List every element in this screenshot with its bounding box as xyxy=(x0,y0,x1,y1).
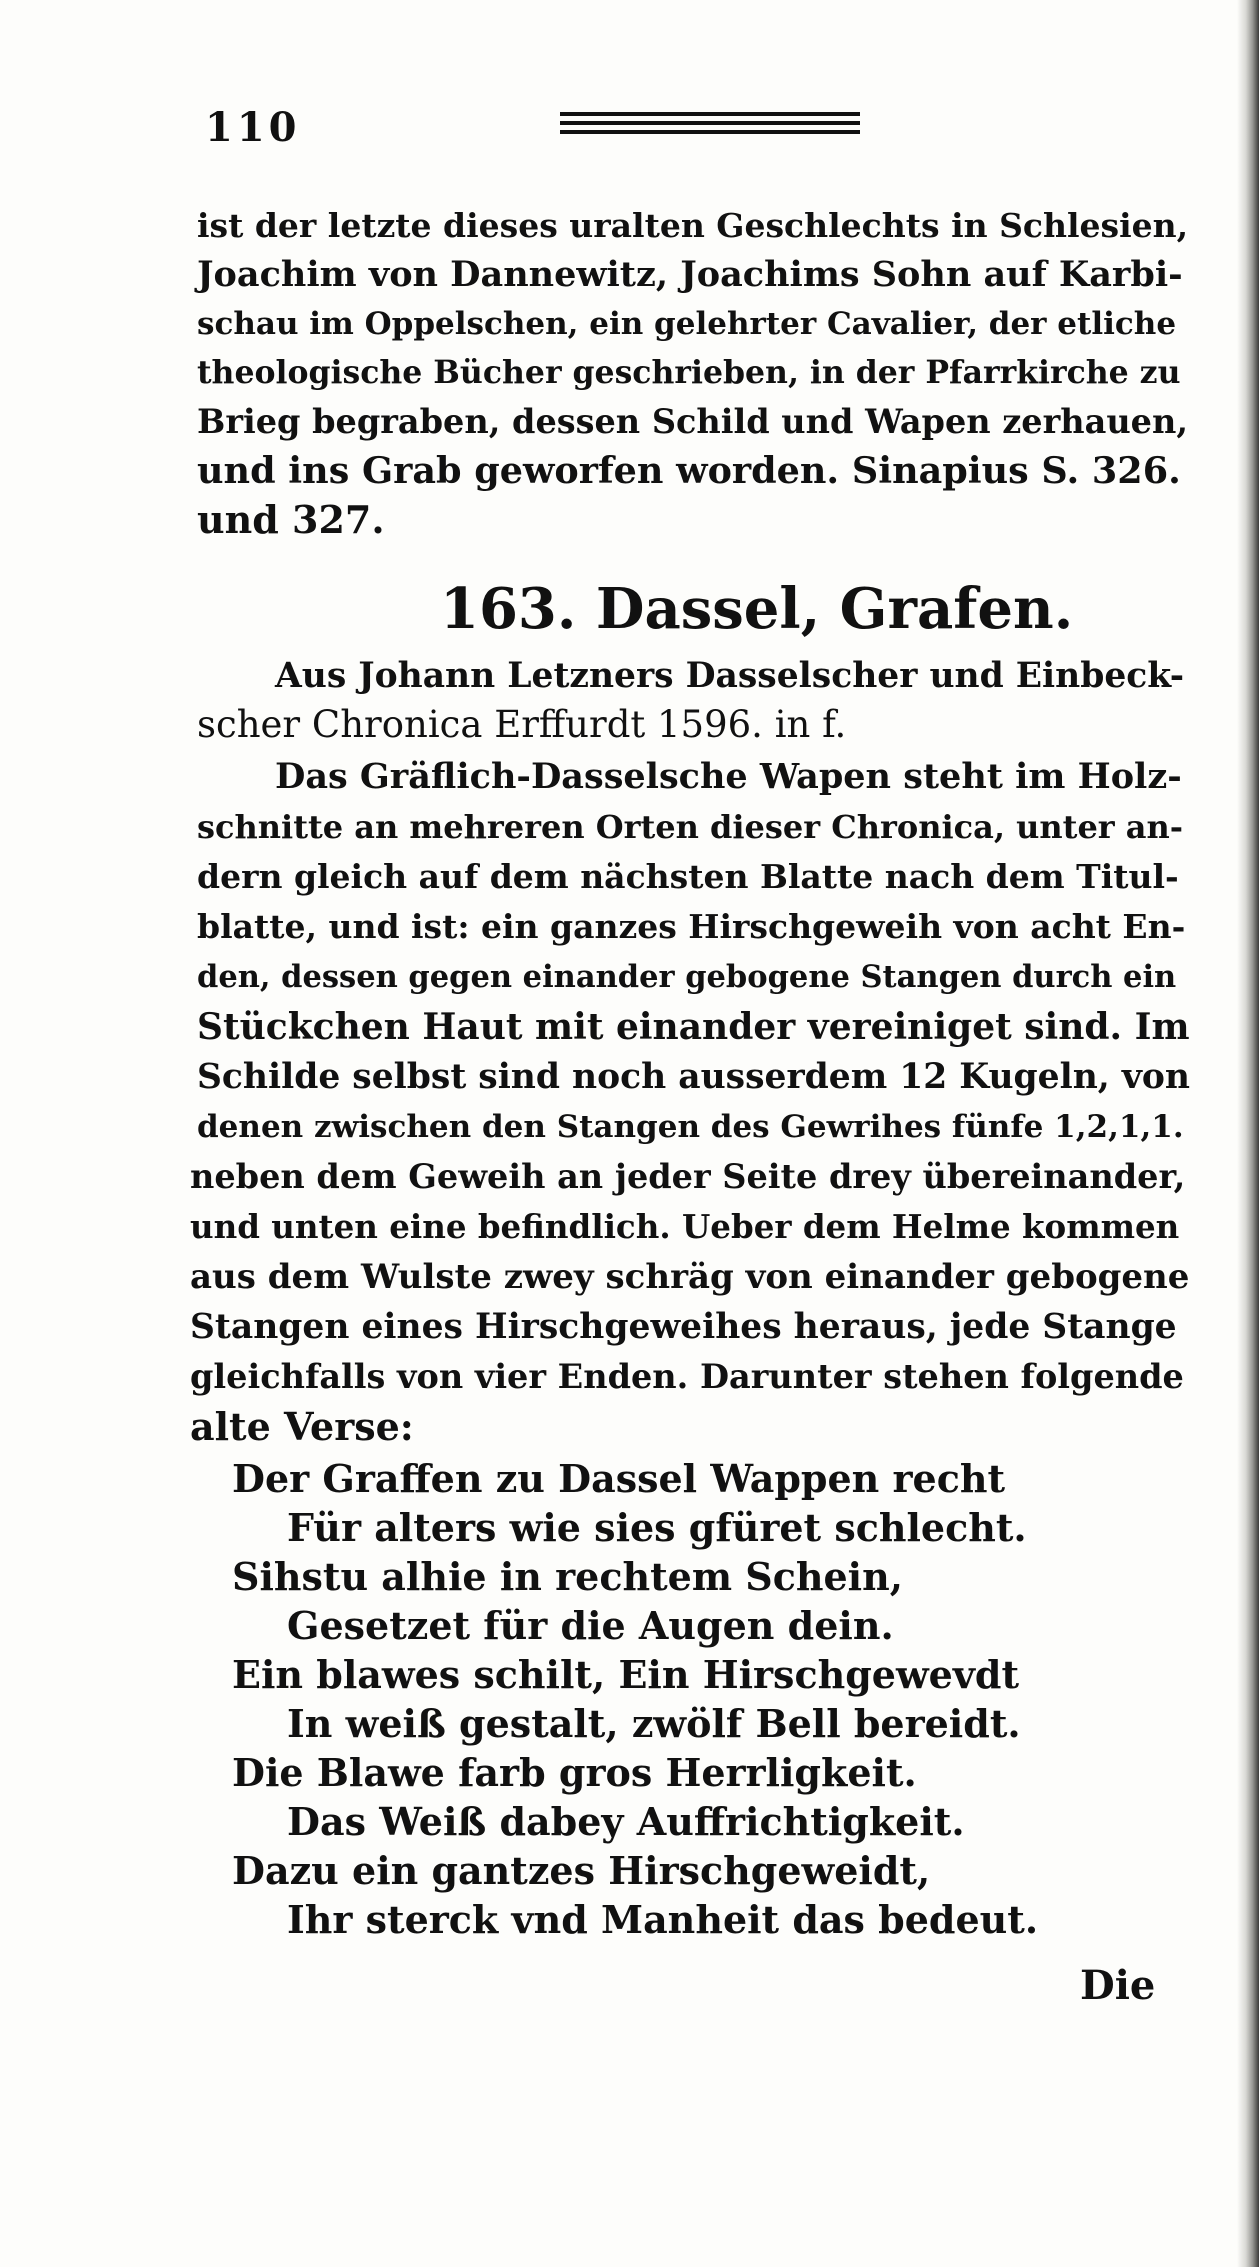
verse-line: Sihstu alhie in rechtem Schein, xyxy=(232,1554,903,1599)
page-number: 110 xyxy=(205,104,301,151)
text-line: blatte, und ist: ein ganzes Hirschgeweih von acht En- xyxy=(197,907,1186,946)
header-rule xyxy=(560,112,860,116)
text-line: und ins Grab geworfen worden. Sinapius S. 326. xyxy=(197,449,1181,492)
verse-line: Ein blawes schilt, Ein Hirschgewevdt xyxy=(232,1652,1020,1697)
text-line: alte Verse: xyxy=(190,1404,414,1449)
text-line: denen zwischen den Stangen des Gewrihes fünfe 1,2,1,1. xyxy=(197,1109,1184,1145)
text-line: den, dessen gegen einander gebogene Stangen durch ein xyxy=(197,959,1177,995)
verse-line: Gesetzet für die Augen dein. xyxy=(287,1603,894,1648)
text-line: aus dem Wulste zwey schräg von einander gebogene xyxy=(190,1257,1190,1297)
page-edge-shadow xyxy=(1237,0,1259,2267)
text-line: und unten eine befindlich. Ueber dem Helme kommen xyxy=(190,1207,1180,1246)
text-line: und 327. xyxy=(197,497,385,542)
header-rule xyxy=(560,121,860,125)
text-line: Schilde selbst sind noch ausserdem 12 Kugeln, von xyxy=(197,1057,1190,1097)
text-line: Stangen eines Hirschgeweihes heraus, jede Stange xyxy=(190,1307,1177,1347)
text-line: Stückchen Haut mit einander vereiniget sind. Im xyxy=(197,1006,1190,1048)
verse-line: Das Weiß dabey Auffrichtigkeit. xyxy=(287,1799,965,1844)
verse-line: Die Blawe farb gros Herrligkeit. xyxy=(232,1750,917,1795)
text-line: theologische Bücher geschrieben, in der Pfarrkirche zu xyxy=(197,354,1181,391)
text-line: gleichfalls von vier Enden. Darunter stehen folgende xyxy=(190,1357,1184,1396)
text-line: Joachim von Dannewitz, Joachims Sohn auf Karbi- xyxy=(197,254,1183,295)
text-line: Brieg begraben, dessen Schild und Wapen zerhauen, xyxy=(197,402,1189,441)
verse-line: Ihr sterck vnd Manheit das bedeut. xyxy=(287,1897,1039,1942)
catchword: Die xyxy=(1080,1962,1156,2009)
text-line: Das Gräflich-Dasselsche Wapen steht im Holz- xyxy=(275,756,1182,797)
source-line: Aus Johann Letzners Dasselscher und Einbeck- xyxy=(275,656,1185,696)
verse-line: Der Graffen zu Dassel Wappen recht xyxy=(232,1456,1006,1501)
text-line: ist der letzte dieses uralten Geschlechts in Schlesien, xyxy=(197,206,1189,245)
text-line: dern gleich auf dem nächsten Blatte nach dem Titul- xyxy=(197,857,1179,896)
header-rule xyxy=(560,130,860,134)
section-heading: 163. Dassel, Grafen. xyxy=(440,576,1074,642)
verse-line: Für alters wie sies gfüret schlecht. xyxy=(287,1505,1027,1550)
source-line: scher Chronica Erffurdt 1596. in f. xyxy=(197,703,847,746)
text-line: schnitte an mehreren Orten dieser Chronica, unter an- xyxy=(197,808,1184,846)
text-line: schau im Oppelschen, ein gelehrter Cavalier, der etliche xyxy=(197,306,1177,342)
text-line: neben dem Geweih an jeder Seite drey übereinander, xyxy=(190,1157,1186,1196)
verse-line: In weiß gestalt, zwölf Bell bereidt. xyxy=(287,1701,1021,1746)
verse-line: Dazu ein gantzes Hirschgeweidt, xyxy=(232,1848,931,1893)
